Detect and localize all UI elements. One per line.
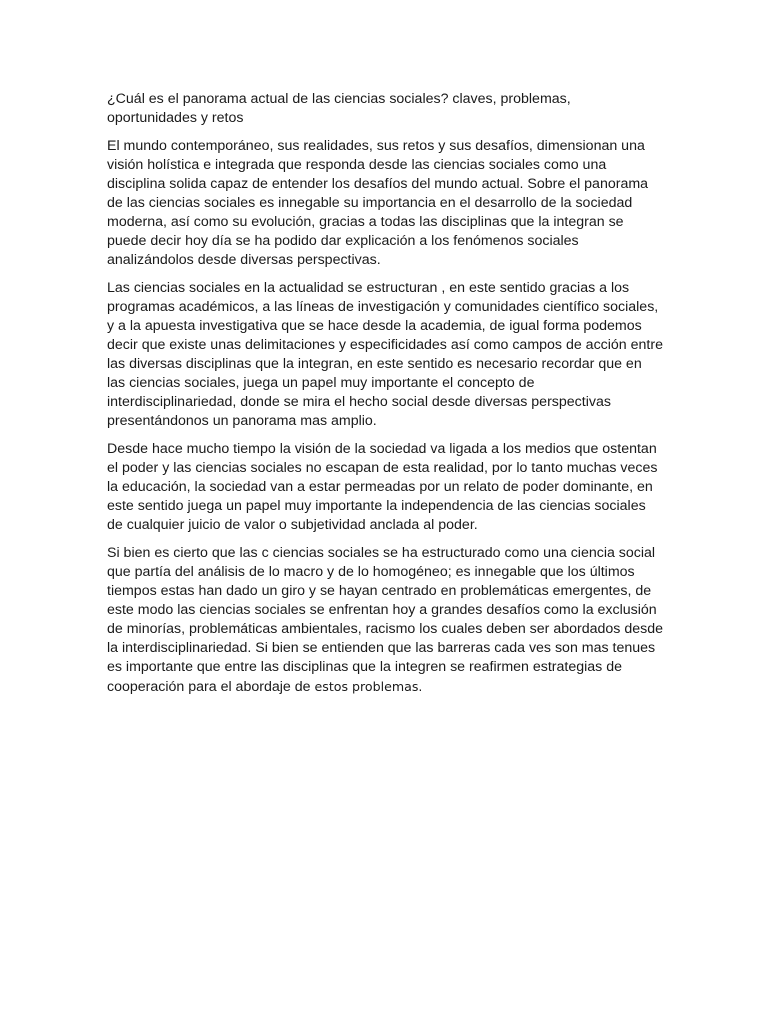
paragraph-4-text: Si bien es cierto que las c ciencias sociales se ha estructurado como una ciencia social que partía del análisis de lo macro y de lo homogéneo; es innegable que los últimos tiempos estas han dado un giro y se hayan centrado en problemáticas emergentes, de este modo las ciencias sociales se enfrentan hoy a grandes desafíos como la exclusión de minorías, problemáticas ambientales, racismo los cuales deben ser abordados desde la interdisciplinariedad. Si bien se entienden que las barreras cada ves son mas tenues es importante que entre las disciplinas que la integren se reafirmen estrategias de cooperación para el abordaje de bbox=[107, 545, 663, 695]
document-title: ¿Cuál es el panorama actual de las ciencias sociales? claves, problemas, oportunidades y retos bbox=[107, 91, 571, 126]
paragraph-2: Las ciencias sociales en la actualidad se estructuran , en este sentido gracias a los programas académicos, a las líneas de investigación y comunidades científico sociales, y a la apuesta investigativa que se hace desde la academia, de igual forma podemos decir que existe unas delimitaciones y especificidades así como campos de acción entre las diversas disciplinas que la integran, en este sentido es necesario recordar que en las ciencias sociales, juega un papel muy importante el concepto de interdisciplinariedad, donde se mira el hecho social desde diversas perspectivas presentándonos un panorama mas amplio. bbox=[107, 280, 663, 429]
paragraph-4 bbox=[107, 544, 663, 697]
paragraph-1: El mundo contemporáneo, sus realidades, sus retos y sus desafíos, dimensionan una visión holística e integrada que responda desde las ciencias sociales como una disciplina solida capaz de entender los desafíos del mundo actual. Sobre el panorama de las ciencias sociales es innegable su importancia en el desarrollo de la sociedad moderna, así como su evolución, gracias a todas las disciplinas que la integran se puede decir hoy día se ha podido dar explicación a los fenómenos sociales analizándolos desde diversas perspectivas. bbox=[107, 138, 649, 268]
document-body bbox=[107, 90, 663, 706]
paragraph-4-tail: estos problemas. bbox=[310, 679, 423, 694]
paragraph-3: Desde hace mucho tiempo la visión de la sociedad va ligada a los medios que ostentan el poder y las ciencias sociales no escapan de esta realidad, por lo tanto muchas veces la educación, la sociedad van a estar permeadas por un relato de poder dominante, en este sentido juega un papel muy importante la independencia de las ciencias sociales de cualquier juicio de valor o subjetividad anclada al poder. bbox=[107, 441, 658, 533]
